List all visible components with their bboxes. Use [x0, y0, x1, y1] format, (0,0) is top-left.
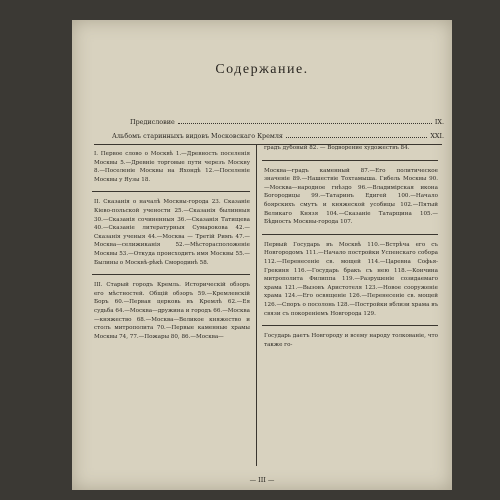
- column-divider: [256, 144, 257, 466]
- chapter-text: III. Старый городъ Кремль. Историческій обзоръ его мѣстностей. Общій обзоръ 59.—Кремлевскій Боръ 60.—Первая церковь въ Кремлѣ 62.—Ея судьба 64.—Москва—дружина и городъ 66.—Москва—княжество 68.—Москва—Великое княжество и столъ митрополита 70.—Первые каменные храмы Москвы 74, 77.—Пожары 80, 86.—Москва—: [94, 282, 250, 340]
- toc-leader-dots: [286, 137, 427, 138]
- toc-label: Альбомъ старинныхъ видовъ Московскаго Кремля: [112, 132, 283, 140]
- book-page: [72, 20, 452, 490]
- section-rule: [92, 191, 250, 192]
- page-title: Содержание.: [215, 62, 309, 77]
- toc-entry-album: [112, 132, 444, 140]
- chapter-text: Первый Государь въ Москвѣ 110.—Встрѣча его съ Новгородомъ 111.—Начало постройки Успенскаго собора 112.—Перенесеніе св. мощей 114.—Царевна Софья-Грекиня 116.—Государь бракъ съ нею 118.—Кончина митрополита Филиппа 119.—Разрушеніе созидаемаго храма 121.—Вызовъ Аристотеля 123.—Новое сооруженіе храма 124.—Его освященіе 126.—Перенесеніе св. мощей 126.—Споръ о посолонь 128.—Постройки вблизи храма въ связи съ покореніемъ Новгорода 129.: [264, 241, 438, 317]
- page-number: — III —: [249, 476, 275, 484]
- chapter-entry: [264, 144, 438, 153]
- chapter-entry: [94, 274, 250, 341]
- section-rule: [262, 160, 438, 161]
- chapter-text: I. Первое слово о Москвѣ 1.—Древность поселенія Москвы 5.—Древніе торговые пути черезъ Москву 8.—Поселеніе Москвы на Яхондѣ 12.—Поселеніе Москвы у Яузы 18.: [94, 151, 250, 183]
- chapter-text: градъ дубовый 82. — Водворение художествъ 84.: [264, 145, 410, 151]
- chapter-entry: [264, 325, 438, 349]
- toc-page: XXI.: [430, 132, 444, 140]
- chapter-text: Государь даетъ Новгороду и всему народу толкованіе, что также го-: [264, 333, 438, 348]
- chapter-entry: [264, 234, 438, 318]
- chapter-entry: [264, 160, 438, 227]
- chapter-text: Москва—градъ каменный 87.—Его политическое значеніе 89.—Нашествіе Тохтамыша. Гибель Москвы 90.—Москва—народное гнѣздо 96.—Владимірская икона Богородицы 99.—Татаринъ Едигей 100.—Начало боярскихъ смутъ и княжеской усобицы 102.—Пятый Великаго Князя 104.—Сказаніе Татарщина 105.—Бѣдность Москвы-города 107.: [264, 167, 438, 226]
- section-rule: [262, 325, 438, 326]
- contents-right-column: [264, 144, 438, 470]
- chapter-entry: [94, 150, 250, 184]
- section-rule: [262, 234, 438, 235]
- toc-page: IX.: [434, 118, 444, 126]
- chapter-entry: [94, 191, 250, 267]
- contents-left-column: [94, 144, 250, 470]
- toc-entry-preface: [112, 118, 444, 126]
- chapter-text: II. Сказанія о началѣ Москвы-города 23. Сказаніе Кіево-польской учености 25.—Сказанія былинныя 30.—Сказанія сочиненныя 36.—Сказанія Татищева 40.—Сказаніе литературныя Сумарокова 42.—Сказанія ученыя 44.—Москва — Третій Римъ 47.—Москва—селижиканія 52.—Мѣсторасположеніе Москвы 53.—Откуда происходитъ имя Москвы 55.—Былины о Москвѣ-рѣкѣ Смородинѣ 58.: [94, 199, 250, 266]
- toc-label: Предисловие: [130, 118, 175, 126]
- toc-leader-dots: [178, 123, 432, 124]
- section-rule: [92, 274, 250, 275]
